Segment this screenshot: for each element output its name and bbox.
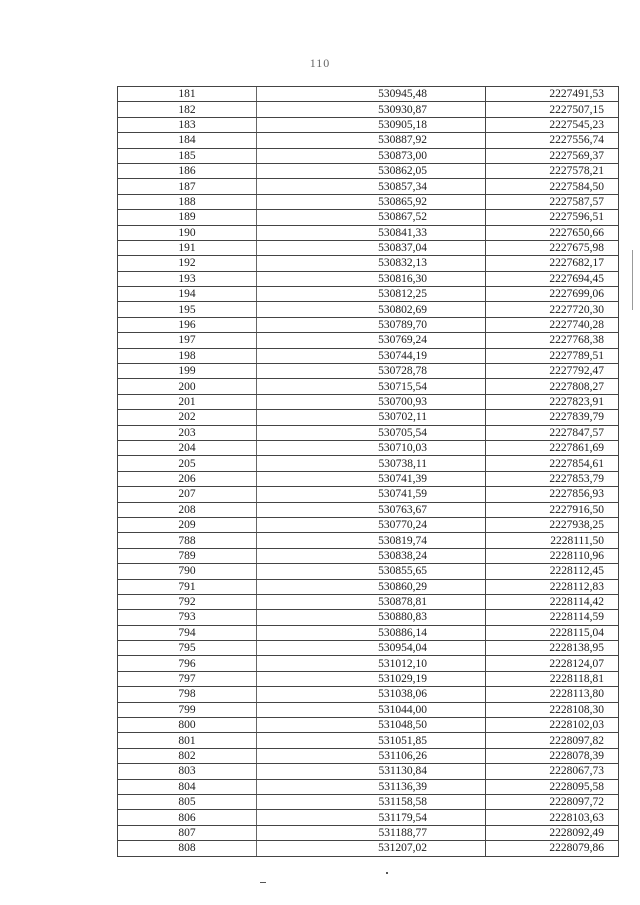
table-row [118,287,619,302]
table-row [118,471,619,486]
coordinates-table-body [118,87,619,857]
point-number-cell: 208 [118,502,257,517]
table-row [118,425,619,440]
point-number-cell: 192 [118,256,257,271]
x-coordinate-cell: 530744,19 [257,348,486,363]
x-coordinate-cell: 530728,78 [257,364,486,379]
y-coordinate-cell: 2228078,39 [486,748,619,763]
point-number-cell: 201 [118,394,257,409]
y-coordinate-cell: 2227856,93 [486,487,619,502]
table-row [118,564,619,579]
y-coordinate-cell: 2227507,15 [486,102,619,117]
point-number-cell: 799 [118,702,257,717]
y-coordinate-cell: 2227808,27 [486,379,619,394]
x-coordinate-cell: 531136,39 [257,779,486,794]
table-row [118,548,619,563]
point-number-cell: 803 [118,764,257,779]
x-coordinate-cell: 531012,10 [257,656,486,671]
y-coordinate-cell: 2227699,06 [486,287,619,302]
x-coordinate-cell: 531207,02 [257,841,486,856]
y-coordinate-cell: 2228111,50 [486,533,619,548]
table-row [118,163,619,178]
point-number-cell: 798 [118,687,257,702]
x-coordinate-cell: 531051,85 [257,733,486,748]
y-coordinate-cell: 2227587,57 [486,194,619,209]
y-coordinate-cell: 2227675,98 [486,240,619,255]
table-row [118,687,619,702]
y-coordinate-cell: 2227861,69 [486,440,619,455]
table-row [118,533,619,548]
y-coordinate-cell: 2228114,59 [486,610,619,625]
point-number-cell: 186 [118,163,257,178]
point-number-cell: 198 [118,348,257,363]
y-coordinate-cell: 2227578,21 [486,163,619,178]
point-number-cell: 182 [118,102,257,117]
table-row [118,364,619,379]
x-coordinate-cell: 530867,52 [257,210,486,225]
point-number-cell: 189 [118,210,257,225]
y-coordinate-cell: 2227720,30 [486,302,619,317]
y-coordinate-cell: 2227545,23 [486,117,619,132]
table-row [118,779,619,794]
table-row [118,179,619,194]
table-row [118,394,619,409]
point-number-cell: 805 [118,794,257,809]
point-number-cell: 196 [118,317,257,332]
y-coordinate-cell: 2228118,81 [486,671,619,686]
point-number-cell: 807 [118,825,257,840]
y-coordinate-cell: 2227854,61 [486,456,619,471]
x-coordinate-cell: 531106,26 [257,748,486,763]
table-row [118,379,619,394]
point-number-cell: 195 [118,302,257,317]
point-number-cell: 789 [118,548,257,563]
x-coordinate-cell: 530837,04 [257,240,486,255]
x-coordinate-cell: 531188,77 [257,825,486,840]
point-number-cell: 793 [118,610,257,625]
point-number-cell: 190 [118,225,257,240]
y-coordinate-cell: 2228115,04 [486,625,619,640]
x-coordinate-cell: 530812,25 [257,287,486,302]
x-coordinate-cell: 530886,14 [257,625,486,640]
table-row [118,656,619,671]
table-row [118,302,619,317]
table-row [118,271,619,286]
x-coordinate-cell: 530738,11 [257,456,486,471]
point-number-cell: 187 [118,179,257,194]
x-coordinate-cell: 530832,13 [257,256,486,271]
y-coordinate-cell: 2227569,37 [486,148,619,163]
x-coordinate-cell: 530873,00 [257,148,486,163]
table-row [118,841,619,856]
point-number-cell: 801 [118,733,257,748]
x-coordinate-cell: 530905,18 [257,117,486,132]
table-row [118,210,619,225]
y-coordinate-cell: 2227596,51 [486,210,619,225]
point-number-cell: 184 [118,133,257,148]
x-coordinate-cell: 530857,34 [257,179,486,194]
table-row [118,733,619,748]
point-number-cell: 191 [118,240,257,255]
point-number-cell: 203 [118,425,257,440]
table-row [118,625,619,640]
y-coordinate-cell: 2227682,17 [486,256,619,271]
y-coordinate-cell: 2228112,45 [486,564,619,579]
x-coordinate-cell: 530887,92 [257,133,486,148]
point-number-cell: 808 [118,841,257,856]
y-coordinate-cell: 2227768,38 [486,333,619,348]
y-coordinate-cell: 2227740,28 [486,317,619,332]
table-row [118,517,619,532]
x-coordinate-cell: 530705,54 [257,425,486,440]
x-coordinate-cell: 531038,06 [257,687,486,702]
x-coordinate-cell: 530770,24 [257,517,486,532]
table-row [118,794,619,809]
point-number-cell: 792 [118,594,257,609]
y-coordinate-cell: 2228092,49 [486,825,619,840]
x-coordinate-cell: 530702,11 [257,410,486,425]
table-row [118,87,619,102]
point-number-cell: 209 [118,517,257,532]
x-coordinate-cell: 530789,70 [257,317,486,332]
x-coordinate-cell: 530763,67 [257,502,486,517]
y-coordinate-cell: 2228113,80 [486,687,619,702]
point-number-cell: 204 [118,440,257,455]
y-coordinate-cell: 2228097,82 [486,733,619,748]
point-number-cell: 797 [118,671,257,686]
y-coordinate-cell: 2228067,73 [486,764,619,779]
table-row [118,579,619,594]
table-row [118,487,619,502]
x-coordinate-cell: 531029,19 [257,671,486,686]
table-row [118,410,619,425]
x-coordinate-cell: 530715,54 [257,379,486,394]
y-coordinate-cell: 2227792,47 [486,364,619,379]
table-row [118,225,619,240]
x-coordinate-cell: 530802,69 [257,302,486,317]
y-coordinate-cell: 2228095,58 [486,779,619,794]
point-number-cell: 202 [118,410,257,425]
point-number-cell: 790 [118,564,257,579]
y-coordinate-cell: 2227839,79 [486,410,619,425]
y-coordinate-cell: 2227650,66 [486,225,619,240]
point-number-cell: 791 [118,579,257,594]
x-coordinate-cell: 530954,04 [257,641,486,656]
x-coordinate-cell: 531048,50 [257,718,486,733]
coordinates-table [117,86,619,857]
point-number-cell: 199 [118,364,257,379]
table-row [118,610,619,625]
table-row [118,117,619,132]
table-row [118,702,619,717]
table-row [118,133,619,148]
table-row [118,102,619,117]
table-row [118,194,619,209]
x-coordinate-cell: 530741,59 [257,487,486,502]
x-coordinate-cell: 530816,30 [257,271,486,286]
table-row [118,317,619,332]
y-coordinate-cell: 2228103,63 [486,810,619,825]
point-number-cell: 804 [118,779,257,794]
scan-speck [386,872,388,874]
point-number-cell: 802 [118,748,257,763]
table-row [118,764,619,779]
x-coordinate-cell: 531179,54 [257,810,486,825]
x-coordinate-cell: 530819,74 [257,533,486,548]
x-coordinate-cell: 530865,92 [257,194,486,209]
table-row [118,240,619,255]
point-number-cell: 193 [118,271,257,286]
y-coordinate-cell: 2227823,91 [486,394,619,409]
x-coordinate-cell: 530838,24 [257,548,486,563]
y-coordinate-cell: 2228097,72 [486,794,619,809]
table-row [118,718,619,733]
y-coordinate-cell: 2227789,51 [486,348,619,363]
point-number-cell: 183 [118,117,257,132]
table-row [118,456,619,471]
y-coordinate-cell: 2227847,57 [486,425,619,440]
point-number-cell: 795 [118,641,257,656]
x-coordinate-cell: 530862,05 [257,163,486,178]
point-number-cell: 794 [118,625,257,640]
x-coordinate-cell: 530710,03 [257,440,486,455]
y-coordinate-cell: 2227556,74 [486,133,619,148]
y-coordinate-cell: 2227938,25 [486,517,619,532]
point-number-cell: 194 [118,287,257,302]
table-row [118,502,619,517]
y-coordinate-cell: 2228108,30 [486,702,619,717]
point-number-cell: 205 [118,456,257,471]
table-row [118,748,619,763]
x-coordinate-cell: 531044,00 [257,702,486,717]
table-row [118,641,619,656]
table-row [118,348,619,363]
x-coordinate-cell: 531130,84 [257,764,486,779]
x-coordinate-cell: 530855,65 [257,564,486,579]
point-number-cell: 796 [118,656,257,671]
point-number-cell: 185 [118,148,257,163]
table-row [118,256,619,271]
x-coordinate-cell: 530769,24 [257,333,486,348]
y-coordinate-cell: 2227491,53 [486,87,619,102]
point-number-cell: 181 [118,87,257,102]
point-number-cell: 197 [118,333,257,348]
y-coordinate-cell: 2228114,42 [486,594,619,609]
table-row [118,810,619,825]
point-number-cell: 800 [118,718,257,733]
table-row [118,671,619,686]
table-row [118,440,619,455]
point-number-cell: 206 [118,471,257,486]
y-coordinate-cell: 2228102,03 [486,718,619,733]
x-coordinate-cell: 530700,93 [257,394,486,409]
x-coordinate-cell: 530841,33 [257,225,486,240]
x-coordinate-cell: 531158,58 [257,794,486,809]
table-row [118,333,619,348]
table-row [118,825,619,840]
x-coordinate-cell: 530945,48 [257,87,486,102]
x-coordinate-cell: 530741,39 [257,471,486,486]
y-coordinate-cell: 2228124,07 [486,656,619,671]
y-coordinate-cell: 2228138,95 [486,641,619,656]
table-row [118,148,619,163]
y-coordinate-cell: 2227916,50 [486,502,619,517]
y-coordinate-cell: 2228112,83 [486,579,619,594]
table-row [118,594,619,609]
point-number-cell: 200 [118,379,257,394]
point-number-cell: 806 [118,810,257,825]
scan-speck [260,882,266,883]
y-coordinate-cell: 2228079,86 [486,841,619,856]
y-coordinate-cell: 2227694,45 [486,271,619,286]
x-coordinate-cell: 530880,83 [257,610,486,625]
y-coordinate-cell: 2228110,96 [486,548,619,563]
x-coordinate-cell: 530930,87 [257,102,486,117]
x-coordinate-cell: 530878,81 [257,594,486,609]
y-coordinate-cell: 2227853,79 [486,471,619,486]
x-coordinate-cell: 530860,29 [257,579,486,594]
point-number-cell: 788 [118,533,257,548]
page-number: 110 [309,56,331,70]
point-number-cell: 188 [118,194,257,209]
point-number-cell: 207 [118,487,257,502]
scan-edge-mark [632,250,633,310]
y-coordinate-cell: 2227584,50 [486,179,619,194]
